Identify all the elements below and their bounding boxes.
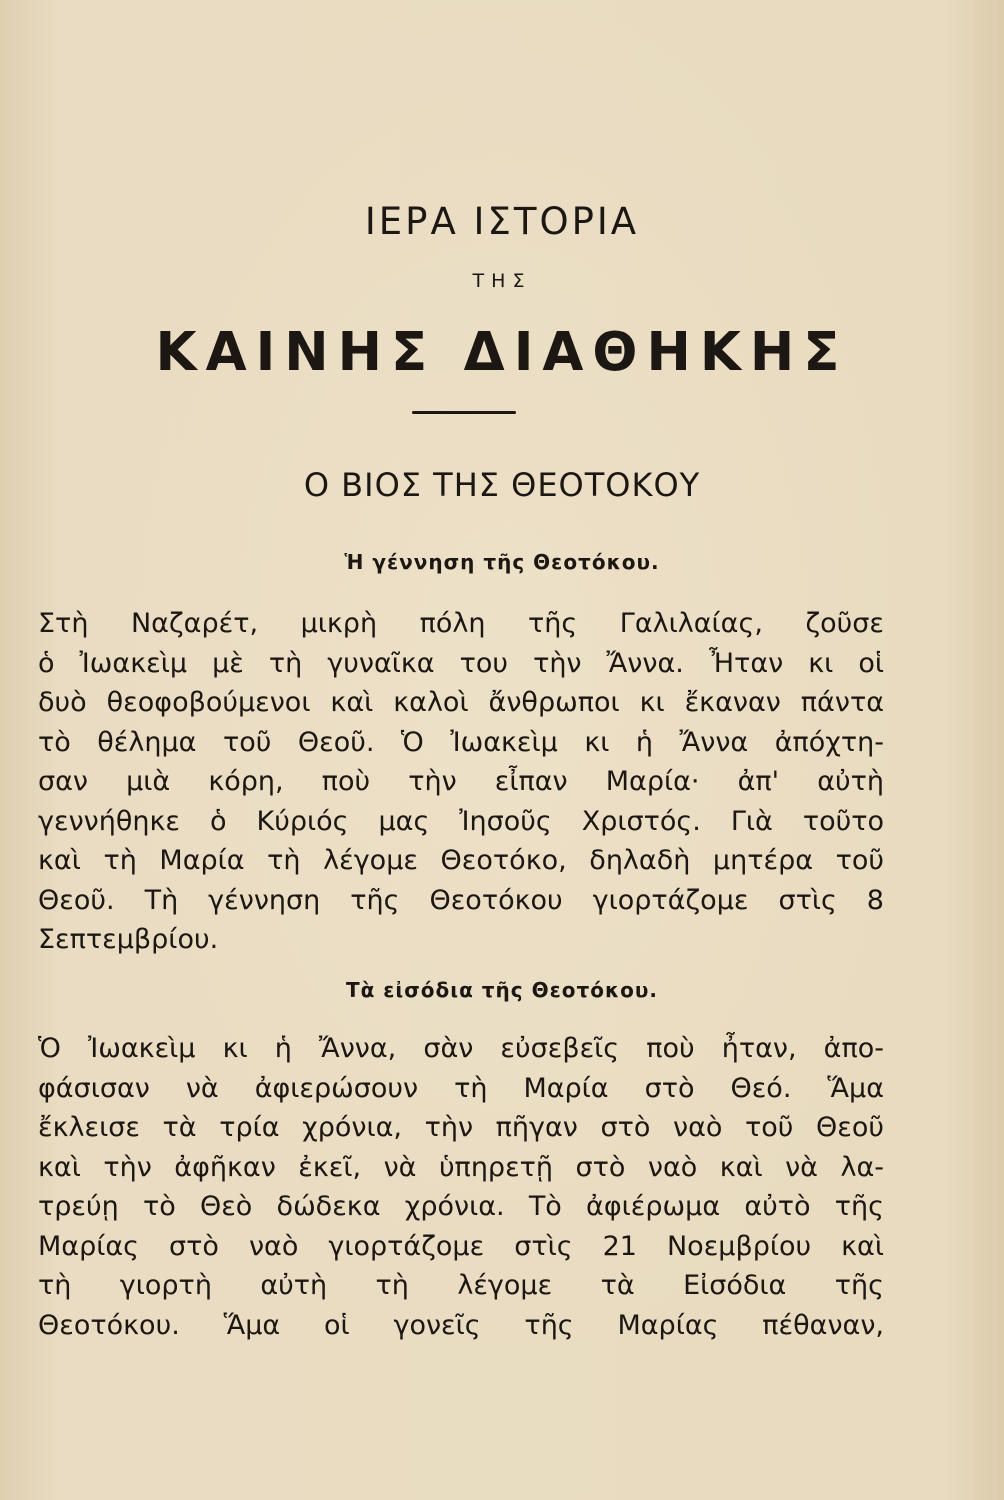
- text-line: δυὸ θεοφοβούμενοι καὶ καλοὶ ἄνθρωποι κι ἔκαναν πάντα: [38, 687, 884, 718]
- text-line: τρεύῃ τὸ Θεὸ δώδεκα χρόνια. Τὸ ἀφιέρωμα αὐτὸ τῆς: [38, 1191, 884, 1222]
- title-line-2: ΤΗΣ: [472, 270, 532, 292]
- text-line: γεννήθηκε ὁ Κύριός μας Ἰησοῦς Χριστός. Γιὰ τοῦτο: [38, 805, 884, 837]
- title-line-3: ΚΑΙΝΗΣ ΔΙΑΘΗΚΗΣ: [155, 322, 849, 383]
- subsection-heading-presentation: Τὰ εἰσόδια τῆς Θεοτόκου.: [345, 978, 659, 1002]
- text-line: Στὴ Ναζαρέτ, μικρὴ πόλη τῆς Γαλιλαίας, ζοῦσε: [38, 608, 884, 639]
- text-line: τὸ θέλημα τοῦ Θεοῦ. Ὁ Ἰωακεὶμ κι ἡ Ἄννα ἀπόχτη-: [38, 726, 884, 758]
- text-line: Σεπτεμβρίου.: [38, 924, 219, 955]
- text-line: Θεοῦ. Τὴ γέννηση τῆς Θεοτόκου γιορτάζομε στὶς 8: [38, 884, 884, 916]
- text-line: ὁ Ἰωακεὶμ μὲ τὴ γυναῖκα του τὴν Ἄννα. Ἦταν κι οἱ: [38, 647, 884, 679]
- text-line: φάσισαν νὰ ἀφιερώσουν τὴ Μαρία στὸ Θεό. Ἅμα: [38, 1072, 884, 1104]
- text-line: Θεοτόκου. Ἅμα οἱ γονεῖς τῆς Μαρίας πέθαναν,: [38, 1309, 884, 1341]
- text-line: Ὁ Ἰωακεὶμ κι ἡ Ἄννα, σὰν εὐσεβεῖς ποὺ ἦταν, ἀπο-: [38, 1033, 884, 1064]
- decorative-rule: [412, 411, 516, 414]
- text-line: σαν μιὰ κόρη, ποὺ τὴν εἶπαν Μαρία· ἀπ' αὐτὴ: [38, 766, 884, 797]
- title-line-1: ΙΕΡΑ ΙΣΤΟΡΙΑ: [364, 200, 640, 243]
- text-line: ἔκλεισε τὰ τρία χρόνια, τὴν πῆγαν στὸ ναὸ τοῦ Θεοῦ: [38, 1112, 884, 1143]
- paragraph-presentation: [38, 1029, 884, 1345]
- paragraph-birth: [38, 604, 884, 960]
- section-title: Ο ΒΙΟΣ ΤΗΣ ΘΕΟΤΟΚΟΥ: [303, 466, 701, 504]
- text-line: Μαρίας στὸ ναὸ γιορτάζομε στὶς 21 Νοεμβρίου καὶ: [38, 1230, 884, 1262]
- text-line: καὶ τὴν ἀφῆκαν ἐκεῖ, νὰ ὑπηρετῇ στὸ ναὸ καὶ νὰ λα-: [38, 1151, 884, 1183]
- subsection-heading-birth: Ἡ γέννηση τῆς Θεοτόκου.: [344, 550, 660, 574]
- text-line: καὶ τὴ Μαρία τὴ λέγομε Θεοτόκο, δηλαδὴ μητέρα τοῦ: [38, 845, 884, 876]
- text-line: τὴ γιορτὴ αὐτὴ τὴ λέγομε τὰ Εἰσόδια τῆς: [38, 1270, 884, 1301]
